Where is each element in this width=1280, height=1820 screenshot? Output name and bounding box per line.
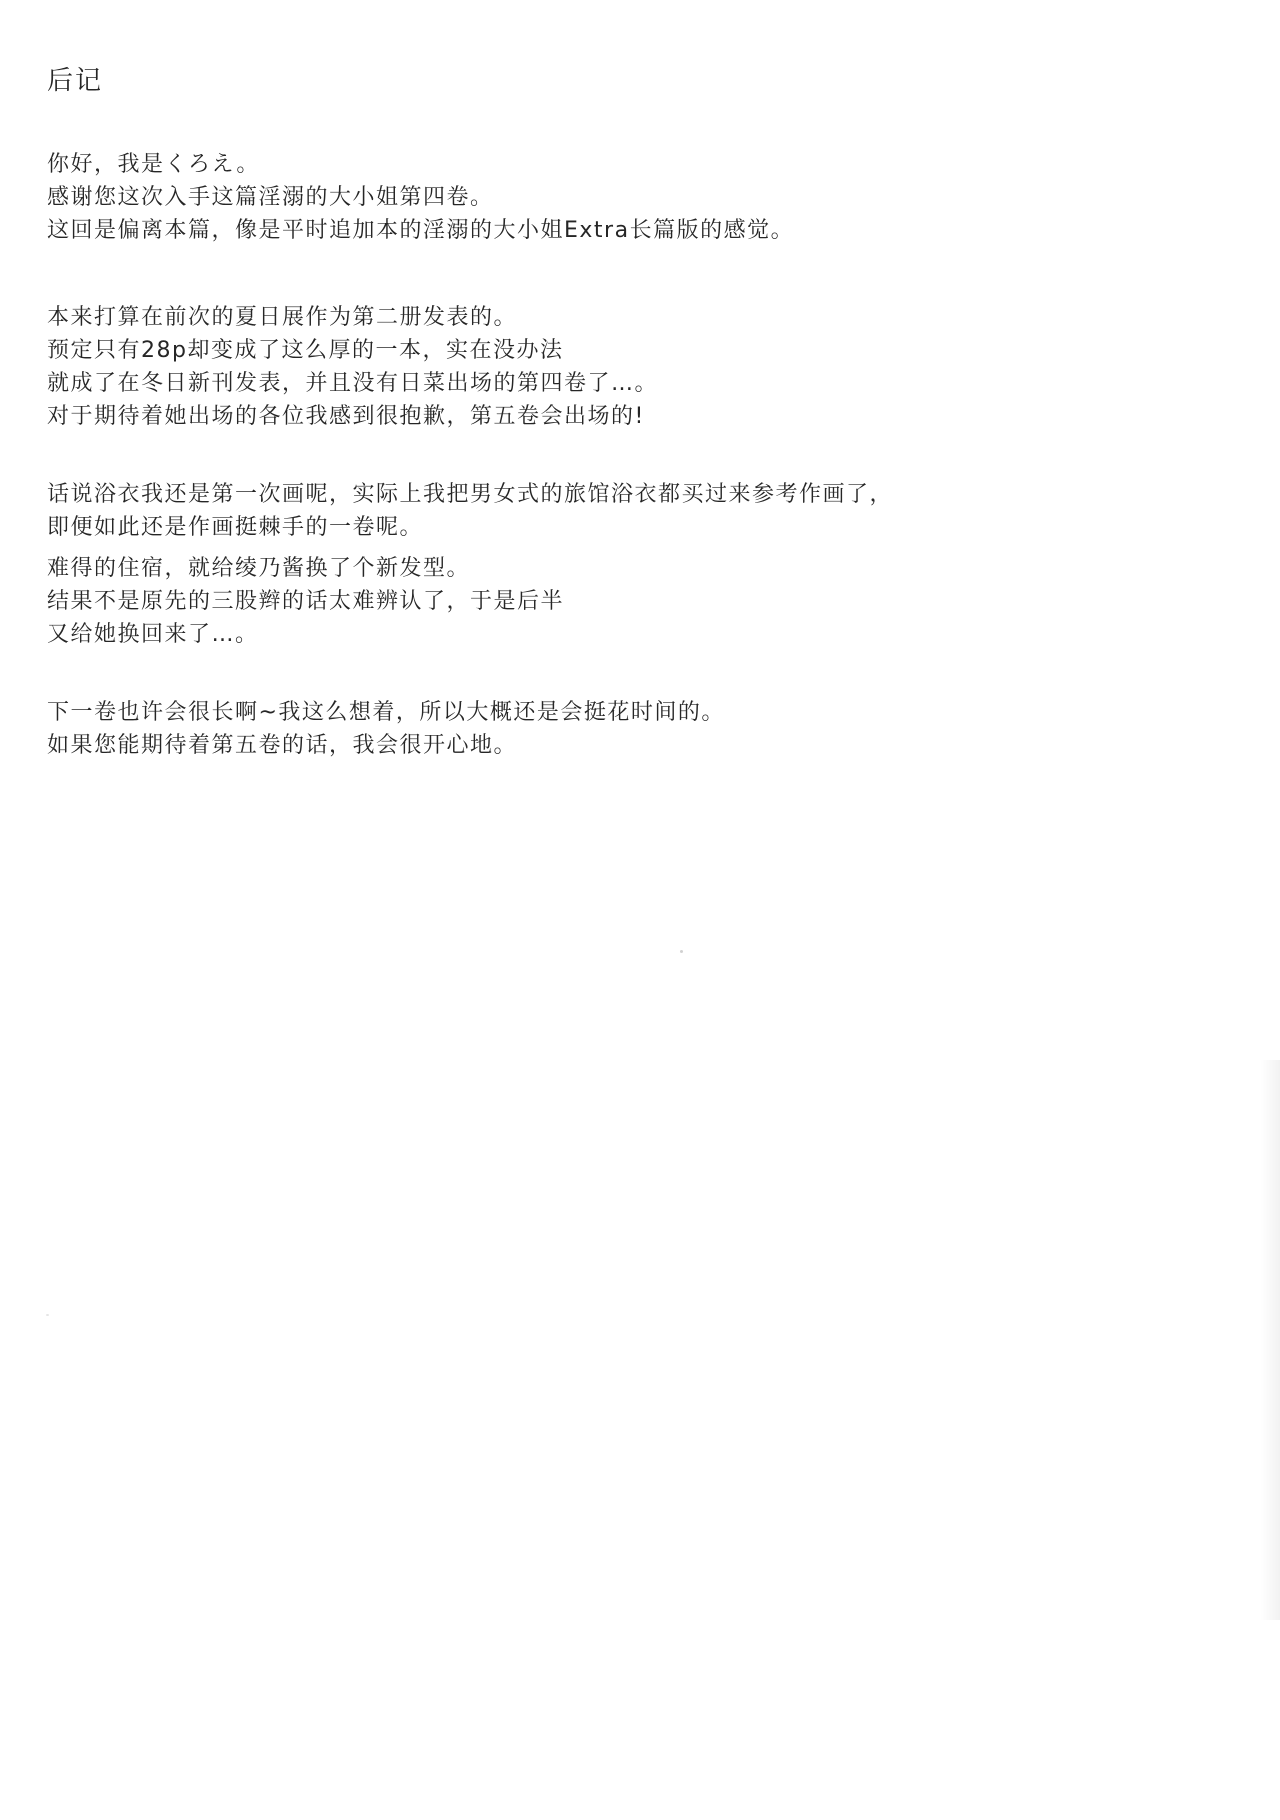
scan-speck	[46, 1314, 49, 1316]
paragraph-release-notes	[47, 301, 1147, 433]
text-line: 你好，我是くろえ。	[47, 152, 260, 177]
text-line: 感谢您这次入手这篇淫溺的大小姐第四卷。	[47, 185, 494, 210]
text-line: 即便如此还是作画挺棘手的一卷呢。	[47, 515, 424, 540]
scan-speck	[680, 950, 683, 953]
text-line: 话说浴衣我还是第一次画呢，实际上我把男女式的旅馆浴衣都买过来参考作画了，	[47, 482, 894, 507]
text-line: 下一卷也许会很长啊~我这么想着，所以大概还是会挺花时间的。	[47, 700, 725, 725]
text-line: 结果不是原先的三股辫的话太难辨认了，于是后半	[47, 589, 565, 614]
paragraph-closing	[47, 696, 1147, 762]
paragraph-hairstyle	[47, 552, 1147, 651]
scan-edge-shadow	[1260, 1060, 1280, 1620]
text-line: 这回是偏离本篇，像是平时追加本的淫溺的大小姐Extra长篇版的感觉。	[47, 218, 795, 243]
text-line: 预定只有28p却变成了这么厚的一本，实在没办法	[47, 338, 564, 363]
text-line: 本来打算在前次的夏日展作为第二册发表的。	[47, 305, 518, 330]
afterword-content	[47, 66, 1147, 762]
text-line: 就成了在冬日新刊发表，并且没有日菜出场的第四卷了…。	[47, 371, 659, 396]
paragraph-yukata	[47, 478, 1147, 544]
text-line: 对于期待着她出场的各位我感到很抱歉，第五卷会出场的!	[47, 404, 645, 429]
text-line: 如果您能期待着第五卷的话，我会很开心地。	[47, 733, 518, 758]
text-line: 难得的住宿，就给绫乃酱换了个新发型。	[47, 556, 471, 581]
paragraph-greeting	[47, 148, 1147, 247]
page-title: 后记	[47, 66, 104, 96]
text-line: 又给她换回来了…。	[47, 622, 259, 647]
